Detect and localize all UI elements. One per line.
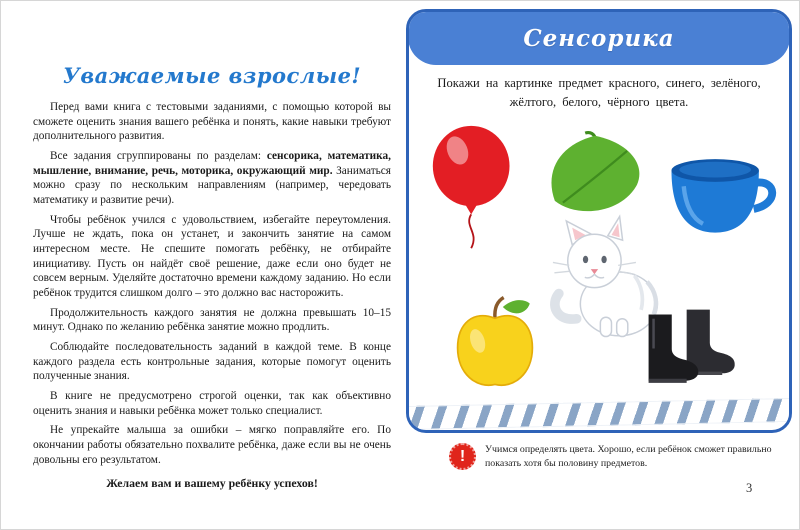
left-page-heading: Уважаемые взрослые! bbox=[62, 63, 362, 88]
paragraph-sequence: Соблюдайте последовательность заданий в каждой теме. В конце каждого раздела есть контрольные задания, которые помогут оценить полученные знания. bbox=[33, 341, 391, 383]
paragraph-grading: В книге не предусмотрено строгой оценки, так как объективно оценить знания и навыки ребёнка может только специалист. bbox=[33, 390, 391, 417]
balloon-image[interactable] bbox=[425, 124, 521, 250]
page-number: 3 bbox=[746, 481, 753, 495]
paragraph-advice: Чтобы ребёнок учился с удовольствием, избегайте переутомления. Лучше не ждать, пока он устанет, и закончить занятие на самом интересном месте. Не спешите помогать ребёнку, не отбирайте инициативу. Пусть он найдёт своё решение, даже если оно будет не совсем верным. Уделяйте достаточно времени каждому заданию. Но если ребёнок трудится слишком долго – это должно вас насторожить. bbox=[33, 213, 391, 300]
paragraph-sections-post: Заниматься можно сразу по нескольким направлениям (например, чередовать математику и развитие речи). bbox=[33, 164, 391, 207]
left-page bbox=[33, 63, 391, 503]
paragraph-duration: Продолжительность каждого занятия не должна превышать 10–15 минут. Однако по желанию ребёнка занятие можно продлить. bbox=[33, 306, 391, 334]
section-title: Сенсорика bbox=[523, 24, 675, 52]
paragraph-sections bbox=[33, 149, 391, 208]
task-instruction: Покажи на картинке предмет красного, синего, зелёного, жёлтого, белого, чёрного цвета. bbox=[437, 76, 761, 109]
apple-image[interactable] bbox=[447, 294, 543, 394]
teacher-note bbox=[449, 443, 785, 470]
paragraph-sections-pre: Все задания сгруппированы по разделам: bbox=[50, 150, 267, 163]
striped-ribbon-divider bbox=[406, 398, 792, 430]
section-banner bbox=[408, 11, 790, 65]
teacher-note-text: Учимся определять цвета. Хорошо, если ребёнок сможет правильно показать хотя бы половину предметов. bbox=[485, 444, 772, 469]
closing-wish: Желаем вам и вашему ребёнку успехов! bbox=[106, 476, 318, 491]
attention-icon: ! bbox=[449, 443, 476, 470]
leaf-image[interactable] bbox=[537, 130, 653, 220]
task-frame bbox=[406, 9, 792, 433]
cup-image[interactable] bbox=[661, 150, 779, 240]
paragraph-intro: Перед вами книга с тестовыми заданиями, с помощью которой вы сможете оценить знания вашего ребёнка и понять, какие навыки требуют дополнительного развития. bbox=[33, 101, 391, 143]
boots-image[interactable] bbox=[637, 302, 757, 390]
paragraph-sections-bold: сенсорика, математика, мышление, внимание, речь, моторика, окружающий мир. bbox=[33, 150, 391, 177]
paragraph-praise: Не упрекайте малыша за ошибки – мягко поправляйте его. По окончании работы обязательно похвалите ребёнка, даже если вы не очень довольны его результатом. bbox=[33, 424, 391, 466]
